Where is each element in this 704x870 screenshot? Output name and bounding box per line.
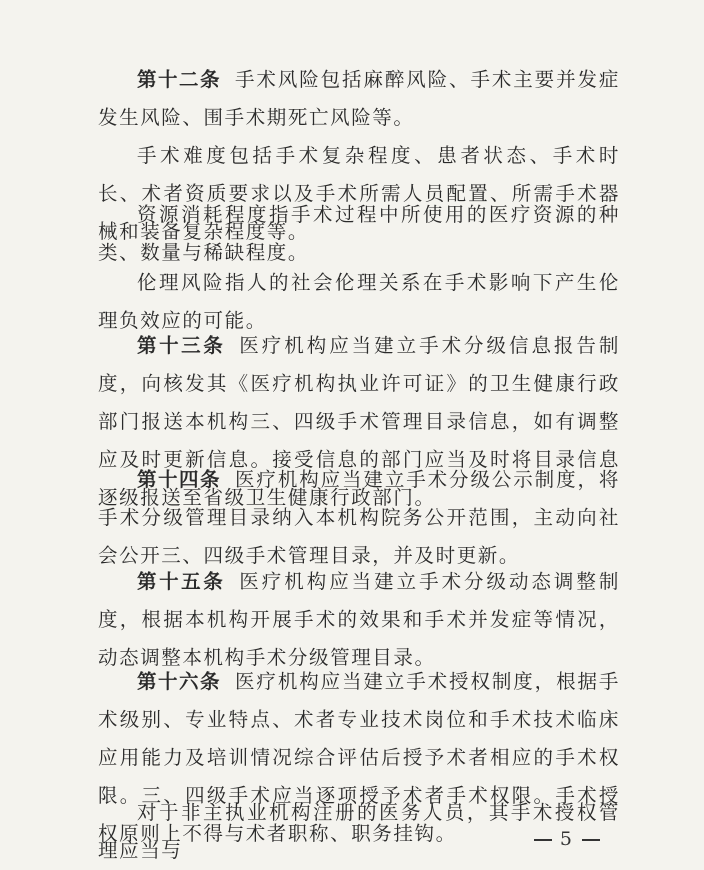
page-number-dash-right	[582, 839, 600, 841]
article-text: 医疗机构应当建立手术分级公示制度，将手术分级管理目录纳入本机构院务公开范围，主动向社会公开三、四级手术管理目录，并及时更新。	[98, 468, 620, 567]
article-text: 医疗机构应当建立手术授权制度，根据手术级别、专业特点、术者专业技术岗位和手术技术临床应用能力及培训情况综合评估后授予术者相应的手术权限。三、四级手术应当逐项授予术者手术权限。手术授权原则上不得与术者职称、职务挂钩。	[98, 670, 620, 845]
article-14-paragraph	[98, 461, 620, 575]
paragraph-text: 资源消耗程度指手术过程中所使用的医疗资源的种类、数量与稀缺程度。	[98, 203, 620, 264]
article-12-paragraph	[98, 61, 620, 137]
page-number-value: 5	[559, 828, 574, 850]
article-text: 医疗机构应当建立手术分级信息报告制度，向核发其《医疗机构执业许可证》的卫生健康行政部门报送本机构三、四级手术管理目录信息，如有调整应及时更新信息。接受信息的部门应当及时将目录信息逐级报送至省级卫生健康行政部门。	[98, 334, 620, 509]
paragraph-text: 手术难度包括手术复杂程度、患者状态、手术时长、术者资质要求以及手术所需人员配置、所需手术器械和装备复杂程度等。	[98, 144, 620, 243]
paragraph-text: 伦理风险指人的社会伦理关系在手术影响下产生伦理负效应的可能。	[98, 271, 620, 332]
article-number: 第十四条	[137, 468, 222, 491]
article-text: 手术风险包括麻醉风险、手术主要并发症发生风险、围手术期死亡风险等。	[98, 68, 620, 129]
resource-consumption-paragraph	[98, 196, 620, 272]
page-number-dash-left	[534, 839, 552, 841]
article-number: 第十五条	[137, 570, 226, 593]
paragraph-text: 对于非主执业机构注册的医务人员，其手术授权管理应当与	[98, 801, 620, 862]
article-number: 第十三条	[137, 334, 226, 357]
article-text: 医疗机构应当建立手术分级动态调整制度，根据本机构开展手术的效果和手术并发症等情况，动态调整本机构手术分级管理目录。	[98, 570, 620, 669]
article-number: 第十二条	[137, 68, 222, 91]
page-number	[526, 828, 608, 850]
article-15-paragraph	[98, 563, 620, 677]
article-number: 第十六条	[137, 670, 222, 693]
